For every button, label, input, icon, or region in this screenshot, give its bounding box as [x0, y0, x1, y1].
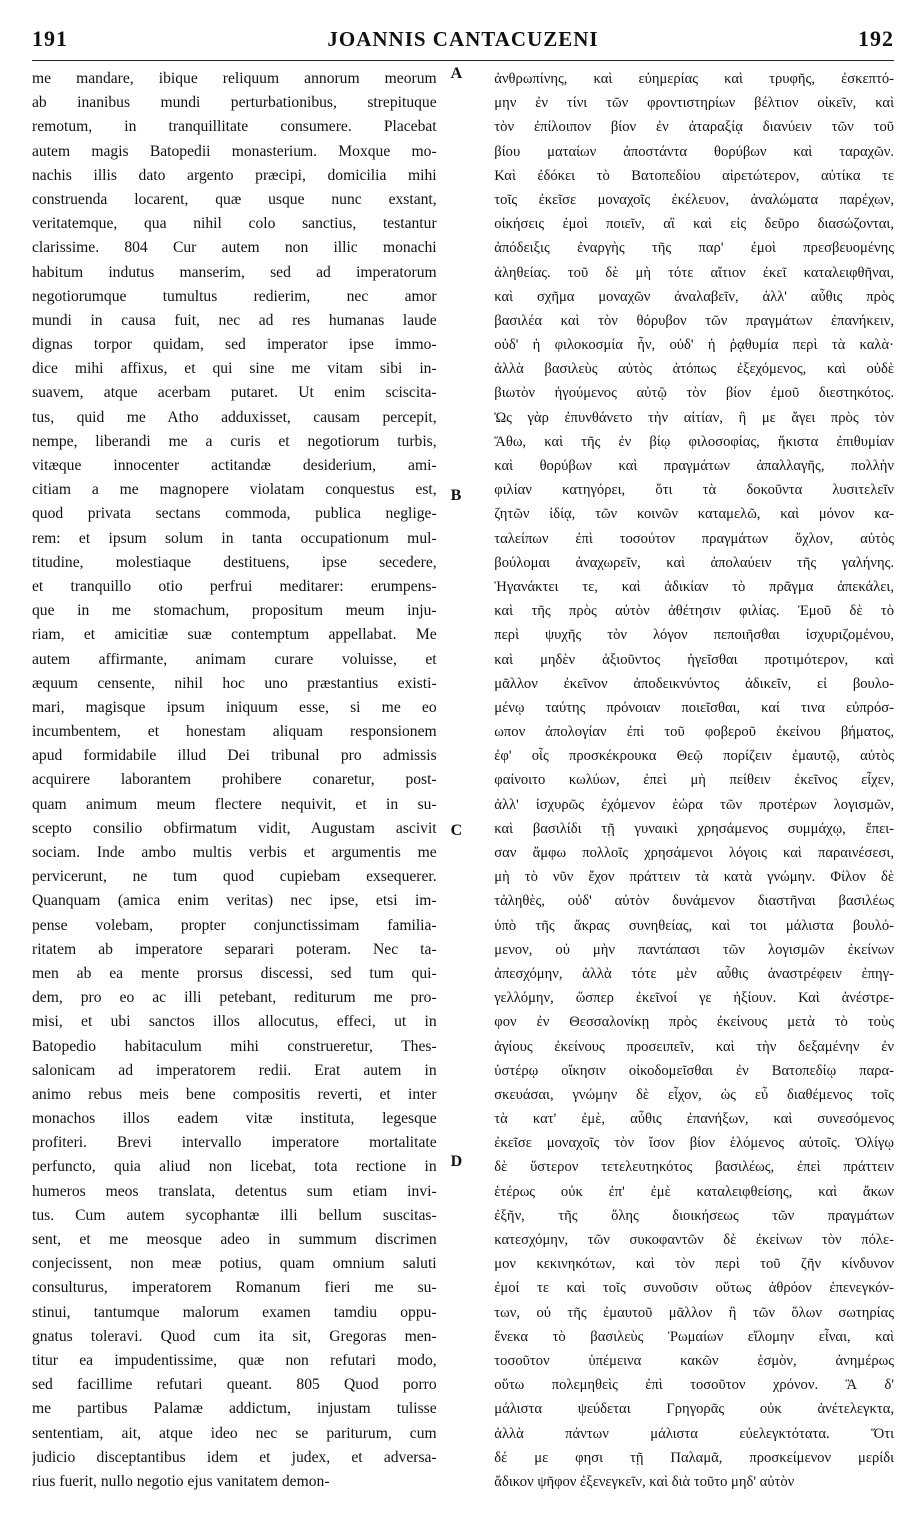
greek-text-line: Καὶ ἐδόκει τὸ Βατοπεδίου αἱρετώτερον, αὐτίκα τε [494, 167, 894, 184]
greek-text-line: δέ με φησι τῇ Παλαμᾶ, προσκείμενον μερίδι [494, 1449, 894, 1466]
latin-text-line: mundi in causa fuit, nec ad res humanas laude [32, 311, 437, 329]
greek-text-line: βασιλέα καὶ τὸν θόρυβον τῶν πραγμάτων ἐπανήκειν, [494, 312, 894, 329]
greek-text-line: μὴ τὸ νῦν ἔχον πράττειν τὰ κατὰ γνώμην. Φίλον δὲ [494, 869, 894, 886]
latin-column [32, 67, 447, 1494]
latin-text-line: dem, pro eo ac illi petebant, rediturum me pro- [32, 989, 437, 1007]
greek-text-line: ἀλλὰ βασιλεὺς αὐτὸς ἀτόπως ἐξεχόμενος, καὶ οὐδὲ [494, 361, 894, 378]
greek-text-line: κατεσχόμην, τῶν συκοφαντῶν δὲ ἐκείνων τὸν πόλε- [494, 1232, 894, 1248]
greek-text-line: γελλόμην, ὥσπερ ἐκεῖνοί γε ἠξίουν. Καὶ ἀνέστρε- [494, 990, 894, 1007]
latin-text-line: quod privata sectans commoda, publica neglige- [32, 505, 437, 523]
latin-text-line: ab inanibus mundi perturbationibus, strepituque [32, 94, 437, 112]
greek-text-line: καὶ θορύβων καὶ πραγμάτων ἀπαλλαγῆς, πολλὴν [494, 458, 894, 474]
latin-text-line: pervicerunt, ne tum quod cupiebam exsequerer. [32, 868, 437, 886]
running-header [32, 26, 894, 61]
latin-text-line: æquum censente, nihil hoc uno præstantius existi- [32, 674, 437, 692]
latin-text-line: profiteri. Brevi intervallo imperatore mortalitate [32, 1134, 437, 1152]
latin-text-line: vitæque innocenter actitandæ desiderium, ami- [32, 457, 437, 474]
latin-text-line: humeros meos translata, detentus sum etiam invi- [32, 1182, 437, 1200]
greek-text-line: σκευάσαι, γνώμην δὲ εἶχον, ὡς εὖ διαθέμενος τοῖς [494, 1086, 894, 1103]
latin-text-line: titur ea impudentissime, quæ non refutari modo, [32, 1351, 437, 1369]
greek-text-line: μην ἐν τίνι τῶν φροντιστηρίων βέλτιον οἰκεῖν, καὶ [494, 95, 894, 112]
latin-text-line: ritatem ab imperatore separari poteram. Nec ta- [32, 940, 437, 958]
greek-text-line: ἀλλ' ἰσχυρῶς ἐχόμενον ἑώρα τῶν προτέρων λογισμῶν, [494, 796, 894, 813]
latin-text-line: incumbentem, et honestam aliquam responsionem [32, 723, 437, 741]
greek-text-line: δὲ ὕστερον τετελευτηκότος βασιλέως, ἐπεὶ πράττειν [494, 1159, 894, 1176]
latin-text-line: gnatus toleravi. Quod cum ita sit, Gregoras men- [32, 1327, 437, 1345]
latin-text-line: suavem, atque acerbam putaret. Ut enim sciscita- [32, 384, 437, 402]
section-marker-gutter [447, 67, 473, 1494]
latin-text-line: stinui, tantumque malorum examen tamdiu oppu- [32, 1303, 437, 1321]
greek-text-line: τὰ κατ' ἐμὲ, αὖθις ἐπανήξων, καὶ συνεσόμενος [494, 1111, 894, 1128]
latin-text-line: rem: et ipsum solum in tanta occupationum mul- [32, 529, 437, 547]
two-column-body [32, 67, 894, 1494]
greek-text-line: οἰκήσεις ἐμοὶ ποιεῖν, αἳ καὶ εἰς δεῦρο διασώζονται, [494, 216, 894, 233]
greek-text-line: φαίνοιτο κωλύων, ἐπεὶ μὴ πείθειν ἐκεῖνος εἶχεν, [494, 772, 894, 789]
latin-text-line: mari, magisque ipsum iniquum esse, si me eo [32, 698, 437, 716]
latin-text-line: titudine, molestiaque destituens, ipse secedere, [32, 553, 437, 571]
latin-text-line: nempe, liberandi me a curis et negotiorum turbis, [32, 432, 437, 450]
greek-text-line: καὶ τῆς πρὸς αὐτὸν ἀθέτησιν φιλίας. Ἐμοῦ δὲ τὸ [494, 603, 894, 620]
greek-text-line: οὐδ' ἡ φιλοκοσμία ἦν, οὐδ' ἡ ῥᾳθυμία περὶ τὰ καλὰ· [494, 337, 894, 354]
latin-text-line: autem affirmante, animam curare voluisse, et [32, 650, 437, 668]
latin-text-line: salonicam ad imperatorem redii. Erat autem in [32, 1061, 437, 1079]
latin-text-line: sociam. Inde ambo multis verbis et argumentis me [32, 844, 437, 861]
greek-text-line: ἄδικον ψῆφον ἐξενεγκεῖν, καὶ διὰ τοῦτο μηδ' αὐτὸν [494, 1473, 795, 1490]
greek-text-line: βιωτὸν ἡγούμενος αὐτῷ τὸν βίον ἐμοῦ διεστηκότος. [494, 385, 894, 402]
section-marker-c: C [450, 822, 463, 839]
greek-column [472, 67, 894, 1494]
greek-text-line: καὶ μηδὲν ἀξιοῦντος ἡγεῖσθαι προτιμότερον, καὶ [494, 651, 894, 668]
greek-text-line: καὶ βασιλίδι τῇ γυναικὶ χρησάμενος συμμάχῳ, ἔπει- [494, 820, 894, 837]
latin-text-line: rius fuerit, nullo negotio ejus vanitatem demon- [32, 1472, 330, 1490]
latin-text-line: monachos illos eadem vitæ instituta, legesque [32, 1110, 437, 1128]
greek-text-line: Ὡς γὰρ ἐπυνθάνετο τὴν αἰτίαν, ἣ με ἄγει πρὸς τὸν [494, 409, 894, 426]
greek-text-line: φιλίαν κατηγόρει, ὅτι τὰ δοκοῦντα λυσιτελεῖν [494, 482, 894, 499]
greek-text-line: ἀπεσχόμην, ἀλλὰ τότε μὲν αὖθις ἀναστρέφειν ἐπηγ- [494, 965, 894, 982]
greek-text-line: ἐμοί τε καὶ τοῖς συνοῦσιν οὕτως ἀθρόον ἐπενεγκόν- [494, 1280, 894, 1297]
latin-text-line: negotiorumque tumultus redierim, nec amor [32, 287, 437, 305]
greek-text-line: ὑπὸ τῆς ἄκρας συνηθείας, καὶ τοι μάλιστα βουλό- [494, 917, 894, 934]
section-marker-d: D [450, 1153, 463, 1170]
latin-text-line: quam animum meum flectere nequivit, et in su- [32, 795, 437, 813]
greek-text-line: περὶ ψυχῆς τὸν λόγον πεποιῆσθαι ἰσχυριζομένου, [494, 627, 894, 644]
greek-text-line: ζητῶν ἰδίᾳ, τῶν κοινῶν καταμελῶ, καὶ μόνον κα- [494, 506, 894, 523]
greek-text-line: τἀληθὲς, οὐδ' αὐτὸν δυνάμενον διαστῆναι βασιλέως [494, 893, 894, 910]
greek-text-line: φον ἐν Θεσσαλονίκῃ πρὸς ἐκείνους μετὰ τὸ τοὺς [494, 1014, 894, 1031]
latin-text-line: tus. Cum autem sycophantæ illi bellum suscitas- [32, 1206, 437, 1224]
greek-text-line: τὸν ἐπίλοιπον βίον ἐν ἀταραξίᾳ διανύειν τῶν τοῦ [494, 119, 894, 136]
greek-text-line: τοσοῦτον ὑπέμεινα κακῶν ἑσμὸν, ἀνημέρως [494, 1352, 894, 1369]
greek-text-line: Ἠγανάκτει τε, καὶ ἀδικίαν τὸ πρᾶγμα ἀπεκάλει, [494, 578, 894, 595]
greek-text-line: ἕνεκα τὸ βασιλεὺς Ῥωμαίων εἴλομην εἶναι, καὶ [494, 1328, 894, 1345]
greek-text-line: ὑστέρῳ οἴκησιν οἰκοδομεῖσθαι ἐν Βατοπεδίῳ παρα- [494, 1062, 894, 1079]
greek-text-line: οὕτω πολεμηθεὶς ἐπὶ τοσοῦτον χρόνον. Ἃ δ' [494, 1377, 894, 1394]
running-title: JOANNIS CANTACUZENI [327, 27, 599, 51]
right-page-number: 192 [857, 26, 894, 51]
latin-text-line: scepto consilio obfirmatum vidit, Augustam ascivit [32, 819, 437, 837]
latin-text-line: me mandare, ibique reliquum annorum meorum [32, 70, 437, 87]
latin-text-line: veritatemque, qua nihil colo sanctius, testantur [32, 215, 437, 233]
latin-text-line: dice mihi affixus, et qui sine me vitam sibi in- [32, 360, 437, 378]
latin-text-line: dignas torpor quidam, sed imperator ipse immo- [32, 336, 437, 354]
latin-text-line: Quanquam (amica enim veritas) nec ipse, etsi im- [32, 892, 437, 910]
greek-text-line: βίου ματαίων ἀποστάντα θορύβων καὶ ταραχῶν. [494, 143, 894, 160]
greek-text-line: ταλείπων ἐπὶ τοσούτον πραγμάτων ὄχλον, αὐτὸς [494, 530, 894, 547]
greek-text-line: Ἄθω, καὶ τῆς ἐν βίῳ φιλοσοφίας, ἥκιστα ἐπιθυμίαν [494, 433, 894, 450]
greek-text-line: ἀνθρωπίνης, καὶ εὐημερίας καὶ τρυφῆς, ἐσκεπτό- [494, 71, 894, 87]
greek-text-line: ἀλλὰ πάντων μάλιστα εὐελεγκτότατα. Ὅτι [494, 1425, 894, 1442]
latin-text-line: autem magis Batopedii monasterium. Moxque mo- [32, 142, 437, 160]
latin-text-line: misi, et ubi sanctos illos allocutus, effeci, ut in [32, 1013, 437, 1031]
latin-text-line: tus, quid me Atho adduxisset, causam percepit, [32, 408, 437, 426]
section-marker-b: B [450, 487, 462, 504]
greek-text-line: ἁγίους ἐκείνους προσειπεῖν, καὶ τὴν δεξαμένην ἐν [494, 1038, 894, 1055]
latin-text-line: habitum indutus manserim, sed ad imperatorum [32, 263, 437, 281]
greek-text-line: βούλομαι ἀναχωρεῖν, καὶ ἀπολαύειν τῆς γαλήνης. [494, 554, 894, 571]
greek-text-line: ἐξῆν, τῆς ὅλης διοικήσεως τῶν πραγμάτων [494, 1207, 894, 1224]
greek-text-line: ἀληθείας. τοῦ δὲ μὴ τότε αἴτιον ἐκεῖ καταλειφθῆναι, [494, 264, 894, 281]
latin-text-line: men ab ea mente prorsus discessi, sed tum qui- [32, 964, 437, 982]
latin-text-line: animo rebus meis bene compositis reverti, et inter [32, 1085, 437, 1103]
latin-text-line: nachis illis dato argento præcipi, domicilia mihi [32, 166, 437, 184]
greek-text-line: τοῖς ἐκεῖσε μοναχοῖς ἐκέλευον, ἀναλώματα παρέχων, [494, 191, 894, 208]
latin-text-line: judicio disceptantibus idem et judex, et adversa- [32, 1448, 437, 1466]
section-marker-a: A [450, 65, 463, 82]
latin-text-line: Batopedio habitaculum mihi construeretur, Thes- [32, 1037, 437, 1055]
latin-text-line: sent, et me meosque adeo in summum discrimen [32, 1231, 437, 1248]
latin-text-line: pense volebam, propter conjunctissimam familia- [32, 916, 437, 934]
greek-text-line: ἐκεῖσε μοναχοῖς τὸν ἴσον βίον ἑλόμενος αὐτοῖς. Ὀλίγῳ [494, 1135, 894, 1152]
latin-text-line: conjecissent, non meæ potius, quam omnium saluti [32, 1255, 437, 1273]
latin-text-line: clarissime. 804 Cur autem non illic monachi [32, 239, 437, 257]
latin-text-line: que in me stomachum, propositum meum inju- [32, 602, 437, 620]
latin-text-line: acquirere laborantem prohibere conaretur, post- [32, 771, 437, 789]
latin-text-line: apud formidabile illud Dei tribunal pro admissis [32, 747, 437, 765]
greek-text-line: μον κεκινηκότων, καὶ τὸν περὶ τοῦ ζῆν κίνδυνον [494, 1256, 894, 1273]
latin-text-line: remotum, in tranquillitate consumere. Placebat [32, 118, 437, 136]
left-page-number: 191 [32, 26, 68, 51]
greek-text-line: μάλιστα ψεύδεται Γρηγορᾶς οὐκ ἀνέτελεγκτα, [494, 1401, 894, 1418]
greek-text-line: μένῳ ταύτης πρόνοιαν ποιεῖσθαι, καί τινα εὐπρόσ- [494, 699, 894, 716]
latin-text-line: citiam a me magnopere violatam conquestus est, [32, 481, 437, 499]
latin-text-line: me partibus Palamæ addictum, injustam tulisse [32, 1400, 437, 1418]
greek-text-line: ἑτέρως οὐκ ἐπ' ἐμὲ καταλειφθείσης, καὶ ἄκων [494, 1183, 894, 1200]
greek-text-line: των, οὐ τῆς ἐμαυτοῦ μᾶλλον ἢ τῶν ὅλων σωτηρίας [494, 1304, 894, 1321]
greek-text-line: ἀπόδειξις ἐναργὴς τῆς παρ' ἐμοὶ πρεσβευομένης [494, 240, 894, 257]
latin-text-line: construenda locarent, quæ usque nunc exstant, [32, 190, 437, 208]
latin-text-line: sed facillime refutari queant. 805 Quod porro [32, 1376, 437, 1394]
greek-text-line: σαν ἄμφω πολλοῖς χρησάμενοι λόγοις καὶ παραινέσεσι, [494, 845, 894, 861]
greek-text-line: μᾶλλον ἐκεῖνον ἀποδεικνύντος ἀδικεῖν, εἰ βουλο- [494, 675, 894, 692]
greek-text-line: ἐφ' οἷς προσκέκρουκα Θεῷ πορίζειν ἐμαυτῷ, αὐτὸς [494, 748, 894, 765]
greek-text-line: καὶ σχῆμα μοναχῶν ἀναλαβεῖν, ἀλλ' αὖθις πρὸς [494, 288, 894, 305]
latin-text-line: riam, et amicitiæ suæ contemptum appellabat. Me [32, 626, 437, 644]
latin-text-line: consulturus, imperatorem Romanum fieri me su- [32, 1279, 437, 1297]
latin-text-line: et tranquillo otio perfrui meditarer: erumpens- [32, 577, 437, 595]
greek-text-line: μενον, οὐ μὴν παντάπασι τῶν λογισμῶν ἐκείνων [494, 941, 894, 958]
greek-text-line: ωπον ἀπολογίαν ἐπὶ τοῦ φοβεροῦ ἐκείνου βήματος, [494, 724, 894, 741]
latin-text-line: sententiam, ait, atque ideo nec se pariturum, cum [32, 1424, 437, 1442]
latin-text-line: perfuncto, quia aliud non licebat, tota rectione in [32, 1158, 437, 1176]
